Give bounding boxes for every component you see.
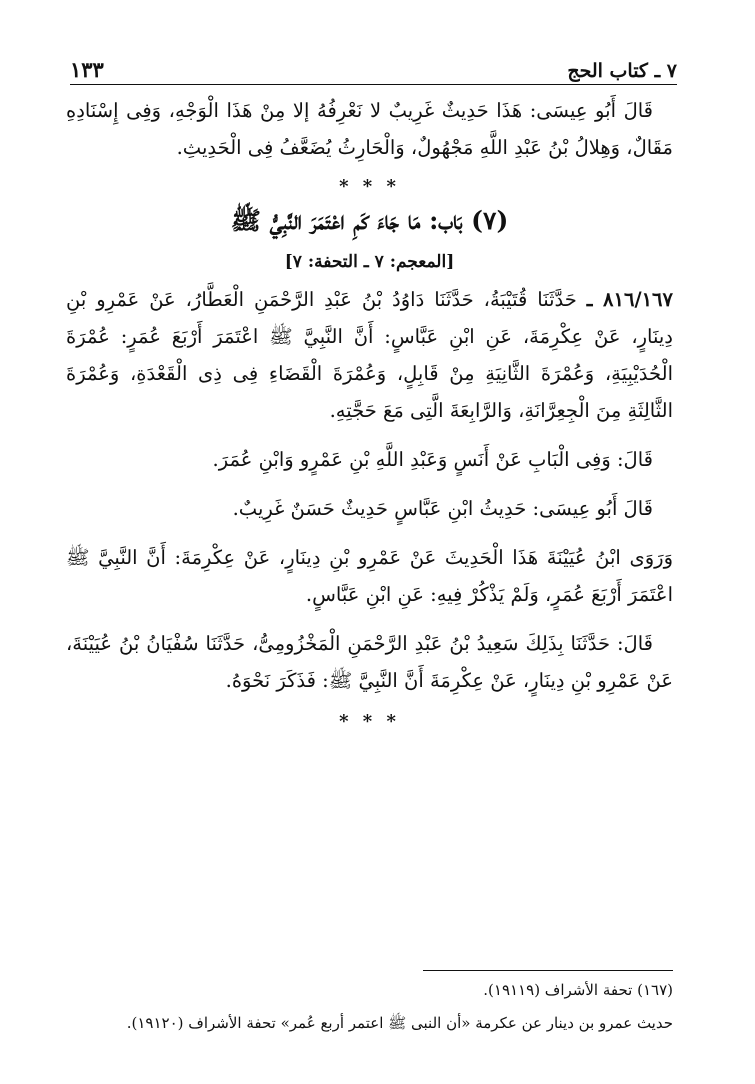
footnote-1: (١٦٧) تحفة الأشراف (١٩١١٩). <box>483 981 673 999</box>
footnote-2: حديث عمرو بن دينار عن عكرمة «أن النبى ﷺ اعتمر أربع عُمر» تحفة الأشراف (١٩١٢٠). <box>126 1014 673 1032</box>
main-text <box>66 92 673 732</box>
hadith-number: ٨١٦/١٦٧ ـ <box>586 288 673 311</box>
footnotes <box>66 974 673 1040</box>
hadith-text: حَدَّثَنَا قُتَيْبَةُ، حَدَّثَنَا دَاوُدُ بْنُ عَبْدِ الرَّحْمَنِ الْعَطَّارُ، عَنْ عَمْرِو بْنِ دِينَارٍ، عَنْ عِكْرِمَةَ، عَنِ ابْنِ عَبَّاسٍ: أَنَّ النَّبِيَّ ﷺ اعْتَمَرَ أَرْبَعَ عُمَرٍ: عُمْرَةَ الْحُدَيْبِيَةِ، وَعُمْرَةَ الثَّانِيَةِ مِنْ قَابِلٍ، وَعُمْرَةَ الْقَضَاءِ فِى ذِى الْقَعْدَةِ، وَعُمْرَةَ الثَّالِثَةِ مِنَ الْجِعِرَّانَةِ، وَالرَّابِعَةَ الَّتِى مَعَ حَجَّتِهِ. <box>66 288 673 422</box>
chapter-heading: (٧) بَاب: مَا جَاءَ كَمِ اعْتَمَرَ النَّبِيُّ ﷺ <box>230 206 509 235</box>
section-separator: * * * <box>339 176 400 197</box>
footnote-rule <box>423 970 673 971</box>
paragraph-ibn-uyaynah-narration: وَرَوَى ابْنُ عُيَيْنَةَ هَذَا الْحَدِيثَ عَنْ عَمْرِو بْنِ دِينَارٍ، عَنْ عِكْرِمَةَ: أَنَّ النَّبِيَّ ﷺ اعْتَمَرَ أَرْبَعَ عُمَرٍ، وَلَمْ يَذْكُرْ فِيهِ: عَنِ ابْنِ عَبَّاسٍ. <box>66 546 673 606</box>
running-header <box>70 52 677 82</box>
paragraph-abu-isa-comment: قَالَ أَبُو عِيسَى: هَذَا حَدِيثٌ غَرِيبٌ لا نَعْرِفُهُ إلا مِنْ هَذَا الْوَجْهِ، وَفِى إِسْنَادِهِ مَقَالٌ، وَهِلالُ بْنُ عَبْدِ اللَّهِ مَجْهُولٌ، وَالْحَارِثُ يُضَعَّفُ فِى الْحَدِيثِ. <box>66 99 673 159</box>
paragraph-grading: قَالَ أَبُو عِيسَى: حَدِيثُ ابْنِ عَبَّاسٍ حَدِيثٌ حَسَنٌ غَرِيبٌ. <box>232 497 653 520</box>
chapter-running-title: ٧ ـ كتاب الحج <box>567 60 677 82</box>
header-rule <box>70 84 677 85</box>
hadith-paragraph <box>66 281 673 429</box>
page-number: ١٣٣ <box>70 57 104 82</box>
chapter-reference: [المعجم: ٧ ـ التحفة: ٧] <box>284 252 455 272</box>
paragraph-chain: قَالَ: حَدَّثَنَا بِذَلِكَ سَعِيدُ بْنُ عَبْدِ الرَّحْمَنِ الْمَخْزُومِىُّ، حَدَّثَنَا سُفْيَانُ بْنُ عُيَيْنَةَ، عَنْ عَمْرِو بْنِ دِينَارٍ، عَنْ عِكْرِمَةَ أَنَّ النَّبِيَّ ﷺ: فَذَكَرَ نَحْوَهُ. <box>66 632 673 692</box>
paragraph-chapter-references: قَالَ: وَفِى الْبَابِ عَنْ أَنَسٍ وَعَبْدِ اللَّهِ بْنِ عَمْرٍو وَابْنِ عُمَرَ. <box>212 448 653 471</box>
section-separator: * * * <box>339 711 400 732</box>
